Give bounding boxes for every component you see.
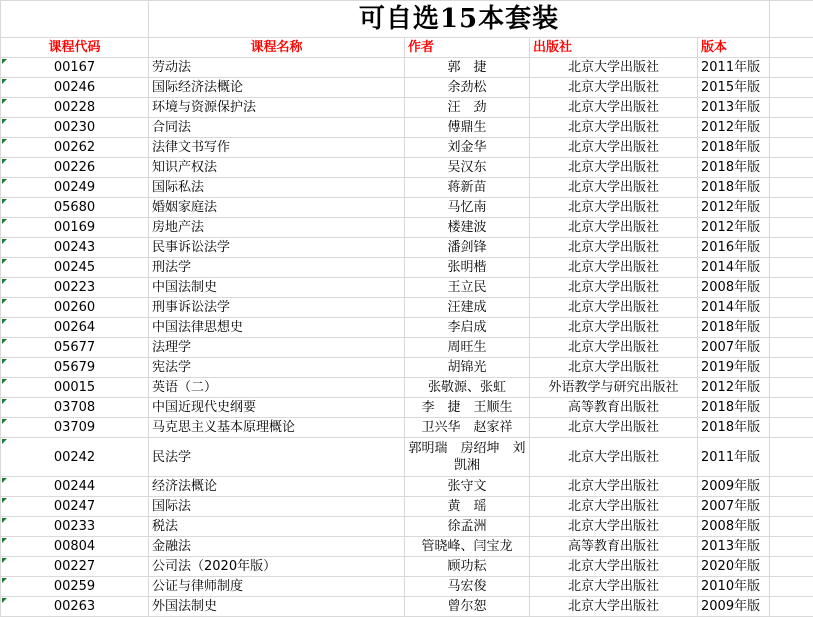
author-cell[interactable]: 顾功耘 bbox=[405, 557, 530, 577]
author-cell[interactable]: 潘剑锋 bbox=[405, 238, 530, 258]
edition-cell[interactable]: 2019年版 bbox=[698, 358, 770, 378]
course-name-cell[interactable]: 国际法 bbox=[149, 497, 405, 517]
table-row bbox=[1, 497, 813, 517]
publisher-cell[interactable]: 北京大学出版社 bbox=[530, 318, 698, 338]
code-cell[interactable]: 00242 bbox=[1, 438, 149, 477]
table-row bbox=[1, 557, 813, 577]
title-row bbox=[1, 1, 813, 38]
blank-cell[interactable] bbox=[770, 497, 813, 517]
author-cell[interactable]: 李启成 bbox=[405, 318, 530, 338]
course-name-cell[interactable]: 公证与律师制度 bbox=[149, 577, 405, 597]
edition-cell[interactable]: 2008年版 bbox=[698, 278, 770, 298]
table-row bbox=[1, 597, 813, 617]
edition-cell[interactable]: 2008年版 bbox=[698, 517, 770, 537]
author-cell[interactable]: 张敬源、张虹 bbox=[405, 378, 530, 398]
edition-cell[interactable]: 2012年版 bbox=[698, 198, 770, 218]
course-name-cell[interactable]: 公司法（2020年版） bbox=[149, 557, 405, 577]
blank-cell[interactable] bbox=[770, 238, 813, 258]
blank-cell[interactable] bbox=[770, 477, 813, 497]
table-row bbox=[1, 398, 813, 418]
code-cell[interactable]: 03708 bbox=[1, 398, 149, 418]
author-cell[interactable]: 黄 瑶 bbox=[405, 497, 530, 517]
author-cell[interactable]: 管晓峰、闫宝龙 bbox=[405, 537, 530, 557]
blank-cell[interactable] bbox=[770, 438, 813, 477]
blank-cell[interactable] bbox=[770, 418, 813, 438]
author-cell[interactable]: 郭明瑞 房绍坤 刘凯湘 bbox=[405, 438, 530, 477]
code-cell[interactable]: 00246 bbox=[1, 78, 149, 98]
course-name-cell[interactable]: 知识产权法 bbox=[149, 158, 405, 178]
blank-cell[interactable] bbox=[770, 298, 813, 318]
publisher-cell[interactable]: 北京大学出版社 bbox=[530, 278, 698, 298]
table-row bbox=[1, 477, 813, 497]
code-cell[interactable]: 05677 bbox=[1, 338, 149, 358]
publisher-cell[interactable]: 北京大学出版社 bbox=[530, 358, 698, 378]
author-cell[interactable]: 马宏俊 bbox=[405, 577, 530, 597]
blank-cell[interactable] bbox=[770, 577, 813, 597]
code-cell[interactable]: 00230 bbox=[1, 118, 149, 138]
edition-cell[interactable]: 2018年版 bbox=[698, 398, 770, 418]
blank-cell[interactable] bbox=[770, 258, 813, 278]
publisher-cell[interactable]: 高等教育出版社 bbox=[530, 537, 698, 557]
code-cell[interactable]: 00244 bbox=[1, 477, 149, 497]
edition-cell[interactable]: 2009年版 bbox=[698, 597, 770, 617]
publisher-cell[interactable]: 北京大学出版社 bbox=[530, 597, 698, 617]
blank-cell[interactable] bbox=[770, 398, 813, 418]
edition-cell[interactable]: 2014年版 bbox=[698, 258, 770, 278]
blank-cell[interactable] bbox=[770, 517, 813, 537]
course-name-cell[interactable]: 中国近现代史纲要 bbox=[149, 398, 405, 418]
blank-cell[interactable] bbox=[770, 537, 813, 557]
table-row bbox=[1, 278, 813, 298]
publisher-cell[interactable]: 高等教育出版社 bbox=[530, 398, 698, 418]
course-name-cell[interactable]: 中国法制史 bbox=[149, 278, 405, 298]
publisher-cell[interactable]: 北京大学出版社 bbox=[530, 338, 698, 358]
author-cell[interactable]: 吴汉东 bbox=[405, 158, 530, 178]
publisher-cell[interactable]: 北京大学出版社 bbox=[530, 98, 698, 118]
publisher-cell[interactable]: 北京大学出版社 bbox=[530, 178, 698, 198]
publisher-cell[interactable]: 外语教学与研究出版社 bbox=[530, 378, 698, 398]
edition-cell[interactable]: 2018年版 bbox=[698, 318, 770, 338]
edition-cell[interactable]: 2012年版 bbox=[698, 218, 770, 238]
blank-cell[interactable] bbox=[770, 98, 813, 118]
table-row bbox=[1, 418, 813, 438]
author-cell[interactable]: 李 捷 王顺生 bbox=[405, 398, 530, 418]
code-cell[interactable]: 00227 bbox=[1, 557, 149, 577]
course-name-cell[interactable]: 刑法学 bbox=[149, 258, 405, 278]
table-row bbox=[1, 438, 813, 477]
course-name-cell[interactable]: 外国法制史 bbox=[149, 597, 405, 617]
blank-cell[interactable] bbox=[770, 1, 813, 38]
edition-cell[interactable]: 2009年版 bbox=[698, 477, 770, 497]
course-name-cell[interactable]: 婚姻家庭法 bbox=[149, 198, 405, 218]
edition-cell[interactable]: 2018年版 bbox=[698, 158, 770, 178]
table-row bbox=[1, 98, 813, 118]
publisher-cell[interactable]: 北京大学出版社 bbox=[530, 78, 698, 98]
author-cell[interactable]: 蒋新苗 bbox=[405, 178, 530, 198]
course-name-cell[interactable]: 房地产法 bbox=[149, 218, 405, 238]
author-cell[interactable]: 王立民 bbox=[405, 278, 530, 298]
author-cell[interactable]: 马忆南 bbox=[405, 198, 530, 218]
blank-cell[interactable] bbox=[770, 378, 813, 398]
blank-cell[interactable] bbox=[770, 218, 813, 238]
header-code[interactable]: 课程代码 bbox=[1, 38, 149, 58]
table-row bbox=[1, 537, 813, 557]
publisher-cell[interactable]: 北京大学出版社 bbox=[530, 258, 698, 278]
table-row bbox=[1, 378, 813, 398]
edition-cell[interactable]: 2018年版 bbox=[698, 138, 770, 158]
edition-cell[interactable]: 2012年版 bbox=[698, 378, 770, 398]
course-name-cell[interactable]: 刑事诉讼法学 bbox=[149, 298, 405, 318]
course-name-cell[interactable]: 法律文书写作 bbox=[149, 138, 405, 158]
publisher-cell[interactable]: 北京大学出版社 bbox=[530, 497, 698, 517]
publisher-cell[interactable]: 北京大学出版社 bbox=[530, 238, 698, 258]
author-cell[interactable]: 刘金华 bbox=[405, 138, 530, 158]
edition-cell[interactable]: 2007年版 bbox=[698, 338, 770, 358]
code-cell[interactable]: 00249 bbox=[1, 178, 149, 198]
blank-cell[interactable] bbox=[770, 338, 813, 358]
code-cell[interactable]: 00169 bbox=[1, 218, 149, 238]
blank-cell[interactable] bbox=[770, 78, 813, 98]
course-name-cell[interactable]: 英语（二） bbox=[149, 378, 405, 398]
edition-cell[interactable]: 2012年版 bbox=[698, 118, 770, 138]
edition-cell[interactable]: 2013年版 bbox=[698, 537, 770, 557]
edition-cell[interactable]: 2016年版 bbox=[698, 238, 770, 258]
publisher-cell[interactable]: 北京大学出版社 bbox=[530, 118, 698, 138]
course-name-cell[interactable]: 税法 bbox=[149, 517, 405, 537]
blank-cell[interactable] bbox=[770, 318, 813, 338]
code-cell[interactable]: 00015 bbox=[1, 378, 149, 398]
blank-cell[interactable] bbox=[770, 597, 813, 617]
publisher-cell[interactable]: 北京大学出版社 bbox=[530, 517, 698, 537]
author-cell[interactable]: 汪 劲 bbox=[405, 98, 530, 118]
author-cell[interactable]: 胡锦光 bbox=[405, 358, 530, 378]
edition-cell[interactable]: 2011年版 bbox=[698, 438, 770, 477]
course-name-cell[interactable]: 民法学 bbox=[149, 438, 405, 477]
code-cell[interactable]: 00262 bbox=[1, 138, 149, 158]
blank-cell[interactable] bbox=[770, 358, 813, 378]
table-row bbox=[1, 198, 813, 218]
publisher-cell[interactable]: 北京大学出版社 bbox=[530, 138, 698, 158]
publisher-cell[interactable]: 北京大学出版社 bbox=[530, 158, 698, 178]
course-name-cell[interactable]: 环境与资源保护法 bbox=[149, 98, 405, 118]
blank-cell[interactable] bbox=[770, 278, 813, 298]
edition-cell[interactable]: 2020年版 bbox=[698, 557, 770, 577]
author-cell[interactable]: 楼建波 bbox=[405, 218, 530, 238]
table-row bbox=[1, 577, 813, 597]
table-row bbox=[1, 258, 813, 278]
author-cell[interactable]: 张守文 bbox=[405, 477, 530, 497]
code-cell[interactable]: 03709 bbox=[1, 418, 149, 438]
header-row bbox=[1, 38, 813, 58]
publisher-cell[interactable]: 北京大学出版社 bbox=[530, 577, 698, 597]
table-row bbox=[1, 158, 813, 178]
publisher-cell[interactable]: 北京大学出版社 bbox=[530, 198, 698, 218]
edition-cell[interactable]: 2010年版 bbox=[698, 577, 770, 597]
table-row bbox=[1, 118, 813, 138]
course-name-cell[interactable]: 马克思主义基本原理概论 bbox=[149, 418, 405, 438]
author-cell[interactable]: 余劲松 bbox=[405, 78, 530, 98]
code-cell[interactable]: 00260 bbox=[1, 298, 149, 318]
edition-cell[interactable]: 2014年版 bbox=[698, 298, 770, 318]
author-cell[interactable]: 郭 捷 bbox=[405, 58, 530, 78]
course-name-cell[interactable]: 民事诉讼法学 bbox=[149, 238, 405, 258]
author-cell[interactable]: 张明楷 bbox=[405, 258, 530, 278]
blank-cell[interactable] bbox=[770, 138, 813, 158]
course-name-cell[interactable]: 经济法概论 bbox=[149, 477, 405, 497]
publisher-cell[interactable]: 北京大学出版社 bbox=[530, 438, 698, 477]
blank-cell[interactable] bbox=[770, 118, 813, 138]
code-cell[interactable]: 00263 bbox=[1, 597, 149, 617]
table-row bbox=[1, 238, 813, 258]
table-row bbox=[1, 358, 813, 378]
author-cell[interactable]: 周旺生 bbox=[405, 338, 530, 358]
author-cell[interactable]: 曾尔恕 bbox=[405, 597, 530, 617]
blank-cell[interactable] bbox=[770, 38, 813, 58]
publisher-cell[interactable]: 北京大学出版社 bbox=[530, 418, 698, 438]
table-row bbox=[1, 338, 813, 358]
edition-cell[interactable]: 2018年版 bbox=[698, 418, 770, 438]
code-cell[interactable]: 00259 bbox=[1, 577, 149, 597]
edition-cell[interactable]: 2011年版 bbox=[698, 58, 770, 78]
course-name-cell[interactable]: 中国法律思想史 bbox=[149, 318, 405, 338]
code-cell[interactable]: 00245 bbox=[1, 258, 149, 278]
header-name[interactable]: 课程名称 bbox=[149, 38, 405, 58]
publisher-cell[interactable]: 北京大学出版社 bbox=[530, 58, 698, 78]
course-name-cell[interactable]: 法理学 bbox=[149, 338, 405, 358]
header-publisher[interactable]: 出版社 bbox=[530, 38, 698, 58]
code-cell[interactable]: 05679 bbox=[1, 358, 149, 378]
publisher-cell[interactable]: 北京大学出版社 bbox=[530, 298, 698, 318]
header-edition[interactable]: 版本 bbox=[698, 38, 770, 58]
table-row bbox=[1, 138, 813, 158]
sheet-title[interactable]: 可自选15本套装 bbox=[149, 1, 770, 38]
table-row bbox=[1, 318, 813, 338]
course-name-cell[interactable]: 劳动法 bbox=[149, 58, 405, 78]
author-cell[interactable]: 徐孟洲 bbox=[405, 517, 530, 537]
code-cell[interactable]: 00804 bbox=[1, 537, 149, 557]
table-row bbox=[1, 298, 813, 318]
course-name-cell[interactable]: 国际经济法概论 bbox=[149, 78, 405, 98]
code-cell[interactable]: 00243 bbox=[1, 238, 149, 258]
publisher-cell[interactable]: 北京大学出版社 bbox=[530, 557, 698, 577]
code-cell[interactable]: 00228 bbox=[1, 98, 149, 118]
publisher-cell[interactable]: 北京大学出版社 bbox=[530, 477, 698, 497]
header-author[interactable]: 作者 bbox=[405, 38, 530, 58]
course-name-cell[interactable]: 金融法 bbox=[149, 537, 405, 557]
table-row bbox=[1, 58, 813, 78]
table-row bbox=[1, 218, 813, 238]
author-cell[interactable]: 傅鼎生 bbox=[405, 118, 530, 138]
blank-cell[interactable] bbox=[770, 557, 813, 577]
author-cell[interactable]: 卫兴华 赵家祥 bbox=[405, 418, 530, 438]
code-cell[interactable]: 00264 bbox=[1, 318, 149, 338]
blank-cell[interactable] bbox=[770, 198, 813, 218]
table-row bbox=[1, 517, 813, 537]
code-cell[interactable]: 00226 bbox=[1, 158, 149, 178]
course-name-cell[interactable]: 国际私法 bbox=[149, 178, 405, 198]
blank-cell[interactable] bbox=[770, 178, 813, 198]
code-cell[interactable]: 00167 bbox=[1, 58, 149, 78]
blank-cell[interactable] bbox=[770, 158, 813, 178]
code-cell[interactable]: 00223 bbox=[1, 278, 149, 298]
edition-cell[interactable]: 2015年版 bbox=[698, 78, 770, 98]
edition-cell[interactable]: 2018年版 bbox=[698, 178, 770, 198]
course-name-cell[interactable]: 合同法 bbox=[149, 118, 405, 138]
edition-cell[interactable]: 2013年版 bbox=[698, 98, 770, 118]
publisher-cell[interactable]: 北京大学出版社 bbox=[530, 218, 698, 238]
code-cell[interactable]: 05680 bbox=[1, 198, 149, 218]
author-cell[interactable]: 汪建成 bbox=[405, 298, 530, 318]
code-cell[interactable]: 00247 bbox=[1, 497, 149, 517]
blank-cell[interactable] bbox=[1, 1, 149, 38]
code-cell[interactable]: 00233 bbox=[1, 517, 149, 537]
table-row bbox=[1, 78, 813, 98]
table-row bbox=[1, 178, 813, 198]
course-name-cell[interactable]: 宪法学 bbox=[149, 358, 405, 378]
blank-cell[interactable] bbox=[770, 58, 813, 78]
edition-cell[interactable]: 2007年版 bbox=[698, 497, 770, 517]
